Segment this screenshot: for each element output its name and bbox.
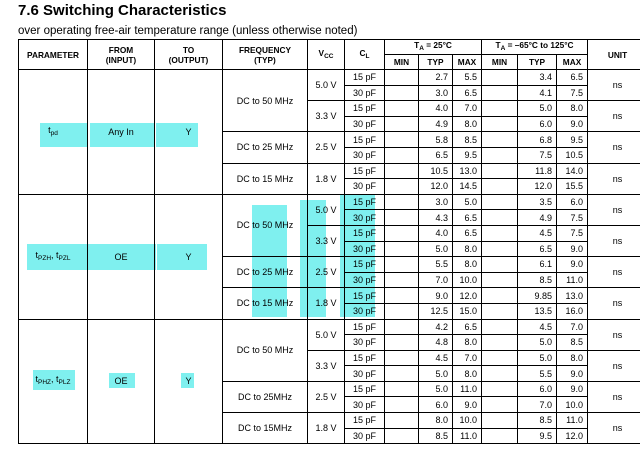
min-cell bbox=[385, 413, 419, 429]
min-cell bbox=[385, 194, 419, 210]
max-cell: 10.0 bbox=[453, 413, 482, 429]
min-range-cell bbox=[482, 147, 518, 163]
unit-cell: ns bbox=[588, 413, 640, 444]
max-range-cell: 11.0 bbox=[557, 413, 588, 429]
header-vcc: $V_{CC}$ bbox=[308, 40, 345, 70]
max-range-cell: 11.0 bbox=[557, 272, 588, 288]
max-range-cell: 9.0 bbox=[557, 241, 588, 257]
max-cell: 11.0 bbox=[453, 381, 482, 397]
vcc-cell: 5.0 V bbox=[308, 70, 345, 101]
cl-cell: 15 pF bbox=[345, 350, 385, 366]
min-range-cell bbox=[482, 179, 518, 195]
vcc-cell: 3.3 V bbox=[308, 350, 345, 381]
parameter-cell: $t_{PHZ}$, $t_{PLZ}$ bbox=[19, 319, 88, 444]
header-max-range: MAX bbox=[557, 55, 588, 70]
min-range-cell bbox=[482, 397, 518, 413]
cl-cell: 30 pF bbox=[345, 428, 385, 444]
header-unit: UNIT bbox=[588, 40, 640, 70]
max-range-cell: 14.0 bbox=[557, 163, 588, 179]
cl-cell: 15 pF bbox=[345, 70, 385, 86]
unit-cell: ns bbox=[588, 194, 640, 225]
unit-cell: ns bbox=[588, 101, 640, 132]
typ-cell: 6.5 bbox=[419, 147, 453, 163]
min-cell bbox=[385, 116, 419, 132]
typ-cell: 8.0 bbox=[419, 413, 453, 429]
switching-characteristics-table bbox=[18, 39, 640, 444]
frequency-cell: DC to 50 MHz bbox=[223, 70, 308, 132]
min-range-cell bbox=[482, 303, 518, 319]
frequency-cell: DC to 50 MHz bbox=[223, 194, 308, 256]
frequency-cell: DC to 15 MHz bbox=[223, 163, 308, 194]
cl-cell: 30 pF bbox=[345, 397, 385, 413]
typ-range-cell: 4.1 bbox=[518, 85, 557, 101]
cl-cell: 15 pF bbox=[345, 257, 385, 273]
cl-cell: 30 pF bbox=[345, 366, 385, 382]
max-range-cell: 9.0 bbox=[557, 257, 588, 273]
min-range-cell bbox=[482, 225, 518, 241]
cl-cell: 15 pF bbox=[345, 288, 385, 304]
typ-cell: 5.8 bbox=[419, 132, 453, 148]
unit-cell: ns bbox=[588, 225, 640, 256]
typ-cell: 5.0 bbox=[419, 381, 453, 397]
min-range-cell bbox=[482, 163, 518, 179]
table-row bbox=[19, 194, 640, 210]
cl-cell: 15 pF bbox=[345, 194, 385, 210]
typ-range-cell: 5.0 bbox=[518, 335, 557, 351]
min-range-cell bbox=[482, 272, 518, 288]
max-cell: 14.5 bbox=[453, 179, 482, 195]
typ-range-cell: 5.0 bbox=[518, 101, 557, 117]
max-cell: 9.0 bbox=[453, 397, 482, 413]
from-cell: Any In bbox=[88, 70, 155, 195]
min-cell bbox=[385, 397, 419, 413]
max-cell: 12.0 bbox=[453, 288, 482, 304]
min-range-cell bbox=[482, 241, 518, 257]
max-cell: 8.5 bbox=[453, 132, 482, 148]
max-range-cell: 8.0 bbox=[557, 101, 588, 117]
min-cell bbox=[385, 381, 419, 397]
cl-cell: 15 pF bbox=[345, 101, 385, 117]
unit-cell: ns bbox=[588, 257, 640, 288]
to-cell: Y bbox=[155, 70, 223, 195]
typ-range-cell: 11.8 bbox=[518, 163, 557, 179]
typ-cell: 4.3 bbox=[419, 210, 453, 226]
min-range-cell bbox=[482, 194, 518, 210]
min-cell bbox=[385, 225, 419, 241]
cl-cell: 30 pF bbox=[345, 272, 385, 288]
max-cell: 8.0 bbox=[453, 366, 482, 382]
typ-cell: 3.0 bbox=[419, 85, 453, 101]
min-cell bbox=[385, 179, 419, 195]
vcc-cell: 2.5 V bbox=[308, 381, 345, 412]
unit-cell: ns bbox=[588, 350, 640, 381]
min-range-cell bbox=[482, 132, 518, 148]
min-cell bbox=[385, 335, 419, 351]
max-cell: 11.0 bbox=[453, 428, 482, 444]
parameter-cell: $t_{PZH}$, $t_{PZL}$ bbox=[19, 194, 88, 319]
min-range-cell bbox=[482, 70, 518, 86]
max-range-cell: 10.5 bbox=[557, 147, 588, 163]
frequency-cell: DC to 15 MHz bbox=[223, 288, 308, 319]
min-range-cell bbox=[482, 85, 518, 101]
vcc-cell: 3.3 V bbox=[308, 101, 345, 132]
min-range-cell bbox=[482, 319, 518, 335]
typ-range-cell: 4.5 bbox=[518, 225, 557, 241]
typ-cell: 5.0 bbox=[419, 241, 453, 257]
min-cell bbox=[385, 366, 419, 382]
max-cell: 10.0 bbox=[453, 272, 482, 288]
vcc-cell: 1.8 V bbox=[308, 163, 345, 194]
min-range-cell bbox=[482, 210, 518, 226]
cl-cell: 15 pF bbox=[345, 381, 385, 397]
max-cell: 5.0 bbox=[453, 194, 482, 210]
typ-range-cell: 12.0 bbox=[518, 179, 557, 195]
section-title: 7.6 Switching Characteristics bbox=[18, 2, 227, 19]
typ-cell: 4.8 bbox=[419, 335, 453, 351]
frequency-cell: DC to 25 MHz bbox=[223, 132, 308, 163]
max-cell: 6.5 bbox=[453, 225, 482, 241]
max-range-cell: 9.0 bbox=[557, 381, 588, 397]
max-cell: 8.0 bbox=[453, 116, 482, 132]
min-range-cell bbox=[482, 101, 518, 117]
to-cell: Y bbox=[155, 319, 223, 444]
min-range-cell bbox=[482, 428, 518, 444]
parameter-cell: $t_{pd}$ bbox=[19, 70, 88, 195]
typ-cell: 9.0 bbox=[419, 288, 453, 304]
typ-cell: 12.5 bbox=[419, 303, 453, 319]
min-cell bbox=[385, 132, 419, 148]
min-cell bbox=[385, 85, 419, 101]
max-cell: 7.0 bbox=[453, 101, 482, 117]
max-range-cell: 9.5 bbox=[557, 132, 588, 148]
typ-range-cell: 13.5 bbox=[518, 303, 557, 319]
unit-cell: ns bbox=[588, 70, 640, 101]
header-max: MAX bbox=[453, 55, 482, 70]
cl-cell: 15 pF bbox=[345, 132, 385, 148]
vcc-cell: 2.5 V bbox=[308, 257, 345, 288]
unit-cell: ns bbox=[588, 381, 640, 412]
min-cell bbox=[385, 319, 419, 335]
cl-cell: 15 pF bbox=[345, 413, 385, 429]
max-cell: 8.0 bbox=[453, 335, 482, 351]
table-row bbox=[19, 319, 640, 335]
min-cell bbox=[385, 210, 419, 226]
frequency-cell: DC to 50 MHz bbox=[223, 319, 308, 381]
typ-cell: 4.2 bbox=[419, 319, 453, 335]
table-row bbox=[19, 70, 640, 86]
unit-cell: ns bbox=[588, 132, 640, 163]
typ-cell: 4.9 bbox=[419, 116, 453, 132]
typ-range-cell: 8.5 bbox=[518, 413, 557, 429]
typ-range-cell: 9.5 bbox=[518, 428, 557, 444]
min-cell bbox=[385, 428, 419, 444]
max-range-cell: 8.0 bbox=[557, 350, 588, 366]
max-range-cell: 9.0 bbox=[557, 366, 588, 382]
max-range-cell: 10.0 bbox=[557, 397, 588, 413]
min-cell bbox=[385, 147, 419, 163]
typ-range-cell: 4.5 bbox=[518, 319, 557, 335]
min-range-cell bbox=[482, 381, 518, 397]
max-cell: 13.0 bbox=[453, 163, 482, 179]
min-cell bbox=[385, 257, 419, 273]
cl-cell: 15 pF bbox=[345, 319, 385, 335]
header-ta-25: $T_A = 25^\circ C$ bbox=[385, 40, 482, 55]
from-cell: OE bbox=[88, 194, 155, 319]
to-cell: Y bbox=[155, 194, 223, 319]
typ-range-cell: 6.5 bbox=[518, 241, 557, 257]
vcc-cell: 2.5 V bbox=[308, 132, 345, 163]
typ-range-cell: 4.9 bbox=[518, 210, 557, 226]
header-cl: $C_L$ bbox=[345, 40, 385, 70]
typ-range-cell: 6.0 bbox=[518, 381, 557, 397]
max-cell: 6.5 bbox=[453, 319, 482, 335]
cl-cell: 30 pF bbox=[345, 241, 385, 257]
unit-cell: ns bbox=[588, 163, 640, 194]
typ-cell: 5.0 bbox=[419, 366, 453, 382]
section-subtitle: over operating free-air temperature range (unless otherwise noted) bbox=[18, 25, 358, 37]
typ-cell: 4.0 bbox=[419, 225, 453, 241]
max-range-cell: 6.0 bbox=[557, 194, 588, 210]
typ-cell: 8.5 bbox=[419, 428, 453, 444]
min-cell bbox=[385, 241, 419, 257]
header-from: FROM (INPUT) bbox=[88, 40, 155, 70]
max-range-cell: 15.5 bbox=[557, 179, 588, 195]
max-range-cell: 7.5 bbox=[557, 85, 588, 101]
min-cell bbox=[385, 101, 419, 117]
vcc-cell: 3.3 V bbox=[308, 225, 345, 256]
max-cell: 8.0 bbox=[453, 257, 482, 273]
min-cell bbox=[385, 288, 419, 304]
from-cell: OE bbox=[88, 319, 155, 444]
typ-cell: 10.5 bbox=[419, 163, 453, 179]
min-range-cell bbox=[482, 350, 518, 366]
header-to: TO (OUTPUT) bbox=[155, 40, 223, 70]
min-cell bbox=[385, 70, 419, 86]
cl-cell: 30 pF bbox=[345, 303, 385, 319]
max-cell: 8.0 bbox=[453, 241, 482, 257]
max-cell: 6.5 bbox=[453, 210, 482, 226]
cl-cell: 15 pF bbox=[345, 163, 385, 179]
min-cell bbox=[385, 303, 419, 319]
typ-range-cell: 6.0 bbox=[518, 116, 557, 132]
min-cell bbox=[385, 350, 419, 366]
typ-range-cell: 7.5 bbox=[518, 147, 557, 163]
typ-range-cell: 6.1 bbox=[518, 257, 557, 273]
vcc-cell: 1.8 V bbox=[308, 288, 345, 319]
min-range-cell bbox=[482, 366, 518, 382]
max-cell: 6.5 bbox=[453, 85, 482, 101]
min-range-cell bbox=[482, 335, 518, 351]
header-parameter: PARAMETER bbox=[19, 40, 88, 70]
typ-cell: 5.5 bbox=[419, 257, 453, 273]
max-range-cell: 13.0 bbox=[557, 288, 588, 304]
typ-range-cell: 5.0 bbox=[518, 350, 557, 366]
max-range-cell: 16.0 bbox=[557, 303, 588, 319]
typ-range-cell: 3.4 bbox=[518, 70, 557, 86]
max-range-cell: 6.5 bbox=[557, 70, 588, 86]
max-range-cell: 8.5 bbox=[557, 335, 588, 351]
typ-range-cell: 6.8 bbox=[518, 132, 557, 148]
cl-cell: 30 pF bbox=[345, 210, 385, 226]
frequency-cell: DC to 15MHz bbox=[223, 413, 308, 444]
header-frequency: FREQUENCY (TYP) bbox=[223, 40, 308, 70]
max-cell: 9.5 bbox=[453, 147, 482, 163]
min-range-cell bbox=[482, 413, 518, 429]
typ-cell: 12.0 bbox=[419, 179, 453, 195]
min-cell bbox=[385, 272, 419, 288]
typ-cell: 6.0 bbox=[419, 397, 453, 413]
max-cell: 15.0 bbox=[453, 303, 482, 319]
max-range-cell: 7.5 bbox=[557, 210, 588, 226]
vcc-cell: 5.0 V bbox=[308, 319, 345, 350]
cl-cell: 30 pF bbox=[345, 85, 385, 101]
cl-cell: 30 pF bbox=[345, 116, 385, 132]
cl-cell: 30 pF bbox=[345, 179, 385, 195]
vcc-cell: 1.8 V bbox=[308, 413, 345, 444]
max-range-cell: 12.0 bbox=[557, 428, 588, 444]
max-cell: 5.5 bbox=[453, 70, 482, 86]
typ-range-cell: 7.0 bbox=[518, 397, 557, 413]
header-typ-range: TYP bbox=[518, 55, 557, 70]
vcc-cell: 5.0 V bbox=[308, 194, 345, 225]
typ-cell: 4.0 bbox=[419, 101, 453, 117]
header-ta-range: $T_A = -65^\circ C$ to 125°C bbox=[482, 40, 588, 55]
max-range-cell: 7.5 bbox=[557, 225, 588, 241]
header-min: MIN bbox=[385, 55, 419, 70]
unit-cell: ns bbox=[588, 319, 640, 350]
min-cell bbox=[385, 163, 419, 179]
cl-cell: 30 pF bbox=[345, 147, 385, 163]
cl-cell: 30 pF bbox=[345, 335, 385, 351]
unit-cell: ns bbox=[588, 288, 640, 319]
header-min-range: MIN bbox=[482, 55, 518, 70]
typ-range-cell: 5.5 bbox=[518, 366, 557, 382]
max-cell: 7.0 bbox=[453, 350, 482, 366]
typ-range-cell: 9.85 bbox=[518, 288, 557, 304]
typ-range-cell: 3.5 bbox=[518, 194, 557, 210]
typ-cell: 7.0 bbox=[419, 272, 453, 288]
cl-cell: 15 pF bbox=[345, 225, 385, 241]
typ-cell: 2.7 bbox=[419, 70, 453, 86]
max-range-cell: 9.0 bbox=[557, 116, 588, 132]
min-range-cell bbox=[482, 288, 518, 304]
min-range-cell bbox=[482, 257, 518, 273]
typ-cell: 3.0 bbox=[419, 194, 453, 210]
typ-range-cell: 8.5 bbox=[518, 272, 557, 288]
typ-cell: 4.5 bbox=[419, 350, 453, 366]
max-range-cell: 7.0 bbox=[557, 319, 588, 335]
frequency-cell: DC to 25MHz bbox=[223, 381, 308, 412]
header-typ: TYP bbox=[419, 55, 453, 70]
min-range-cell bbox=[482, 116, 518, 132]
frequency-cell: DC to 25 MHz bbox=[223, 257, 308, 288]
